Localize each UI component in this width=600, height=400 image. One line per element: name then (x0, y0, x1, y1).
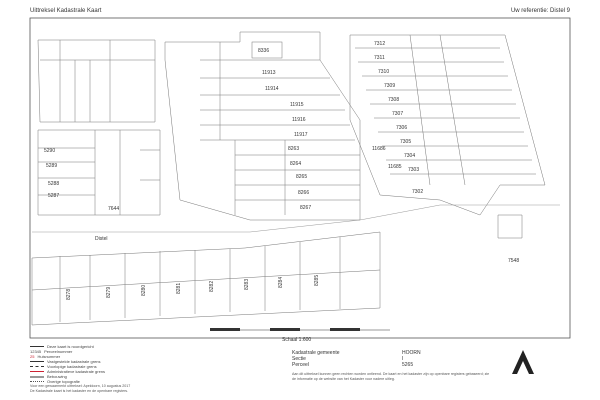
info-row-gemeente: Kadastrale gemeente HOORN (292, 350, 421, 356)
parcel-number: 8265 (296, 174, 308, 180)
parcel-number: 5287 (48, 193, 60, 199)
parcel-number: 8281 (176, 282, 182, 294)
legend-row: Administratieve kadastrale grens (30, 369, 105, 374)
parcel-number: 8266 (298, 190, 310, 196)
parcel-number: 11916 (292, 117, 306, 123)
parcel-number: 7306 (396, 125, 408, 131)
parcel-number: 7304 (404, 153, 416, 159)
parcel-number: 7303 (408, 167, 420, 173)
scale-label: Schaal 1:600 (282, 337, 312, 343)
parcel-number: 7308 (388, 97, 400, 103)
legend-row: 25 Huisnummer (30, 354, 61, 359)
parcel-number: 8267 (300, 205, 312, 211)
boundary-label-1: 11686 (372, 146, 386, 152)
legend-row: Vastgestelde kadastrale grens (30, 359, 101, 364)
info-row-sectie: Sectie I (292, 356, 404, 362)
footer-line-2: De Kadastrale kaart is het kadaster en de openbare registers. (30, 389, 129, 393)
notice-text: Aan dit uittreksel kunnen geen rechten worden ontleend. De kaart en het kadaster zijn op openbare registers gebaseerd; zie de informatie op de website van het Kadaster voor nadere uitleg. (292, 372, 490, 381)
parcel-number: 8280 (141, 284, 147, 296)
parcel-number: 7310 (378, 69, 390, 75)
parcel-number: 8264 (290, 161, 302, 167)
parcel-number: 8336 (258, 48, 270, 54)
parcel-number: 7309 (384, 83, 396, 89)
parcel-number: 11913 (262, 70, 276, 76)
info-row-perceel: Perceel 5265 (292, 362, 414, 368)
parcel-number: 8284 (278, 276, 284, 288)
parcel-number: 8263 (288, 146, 300, 152)
footer-line-1: Voor een gewaarmerkt uittreksel: Apeldoorn, 10 augustus 2017 (30, 384, 131, 388)
legend-row: Overige topografie (30, 379, 80, 384)
parcel-number: 7305 (400, 139, 412, 145)
legend (30, 344, 570, 396)
reference-label: Uw referentie: Distel 9 (510, 8, 570, 14)
far-right-parcel: 7548 (508, 258, 520, 264)
parcel-number: 7312 (374, 41, 386, 47)
legend-row: Bebouwing (30, 374, 67, 379)
parcel-number: 7307 (392, 111, 404, 117)
boundary-label-2: 11685 (388, 164, 402, 170)
sheet-title: Uittreksel Kadastrale Kaart (30, 8, 102, 14)
parcel-number: 7302 (412, 189, 424, 195)
parcel-number: 11917 (294, 132, 308, 138)
legend-row: Voorlopige kadastrale grens (30, 364, 97, 369)
parcel-number: 8278 (66, 288, 72, 300)
parcel-number: 7311 (374, 55, 385, 61)
parcel-number: 5289 (46, 163, 58, 169)
parcel-number: 7644 (108, 206, 120, 212)
parcel-number: 8279 (106, 286, 112, 298)
kadaster-logo (508, 348, 538, 376)
legend-row: Deze kaart is noordgericht (30, 344, 94, 349)
parcel-number: 11915 (290, 102, 304, 108)
street-label: Distel (95, 236, 108, 242)
parcel-number: 8285 (314, 274, 320, 286)
parcel-number: 5288 (48, 181, 60, 187)
parcel-number: 8282 (209, 280, 215, 292)
legend-row: 12345 Perceelnummer (30, 349, 73, 354)
parcel-number: 8283 (244, 278, 250, 290)
parcel-number: 5290 (44, 148, 56, 154)
parcel-number: 11914 (265, 86, 279, 92)
